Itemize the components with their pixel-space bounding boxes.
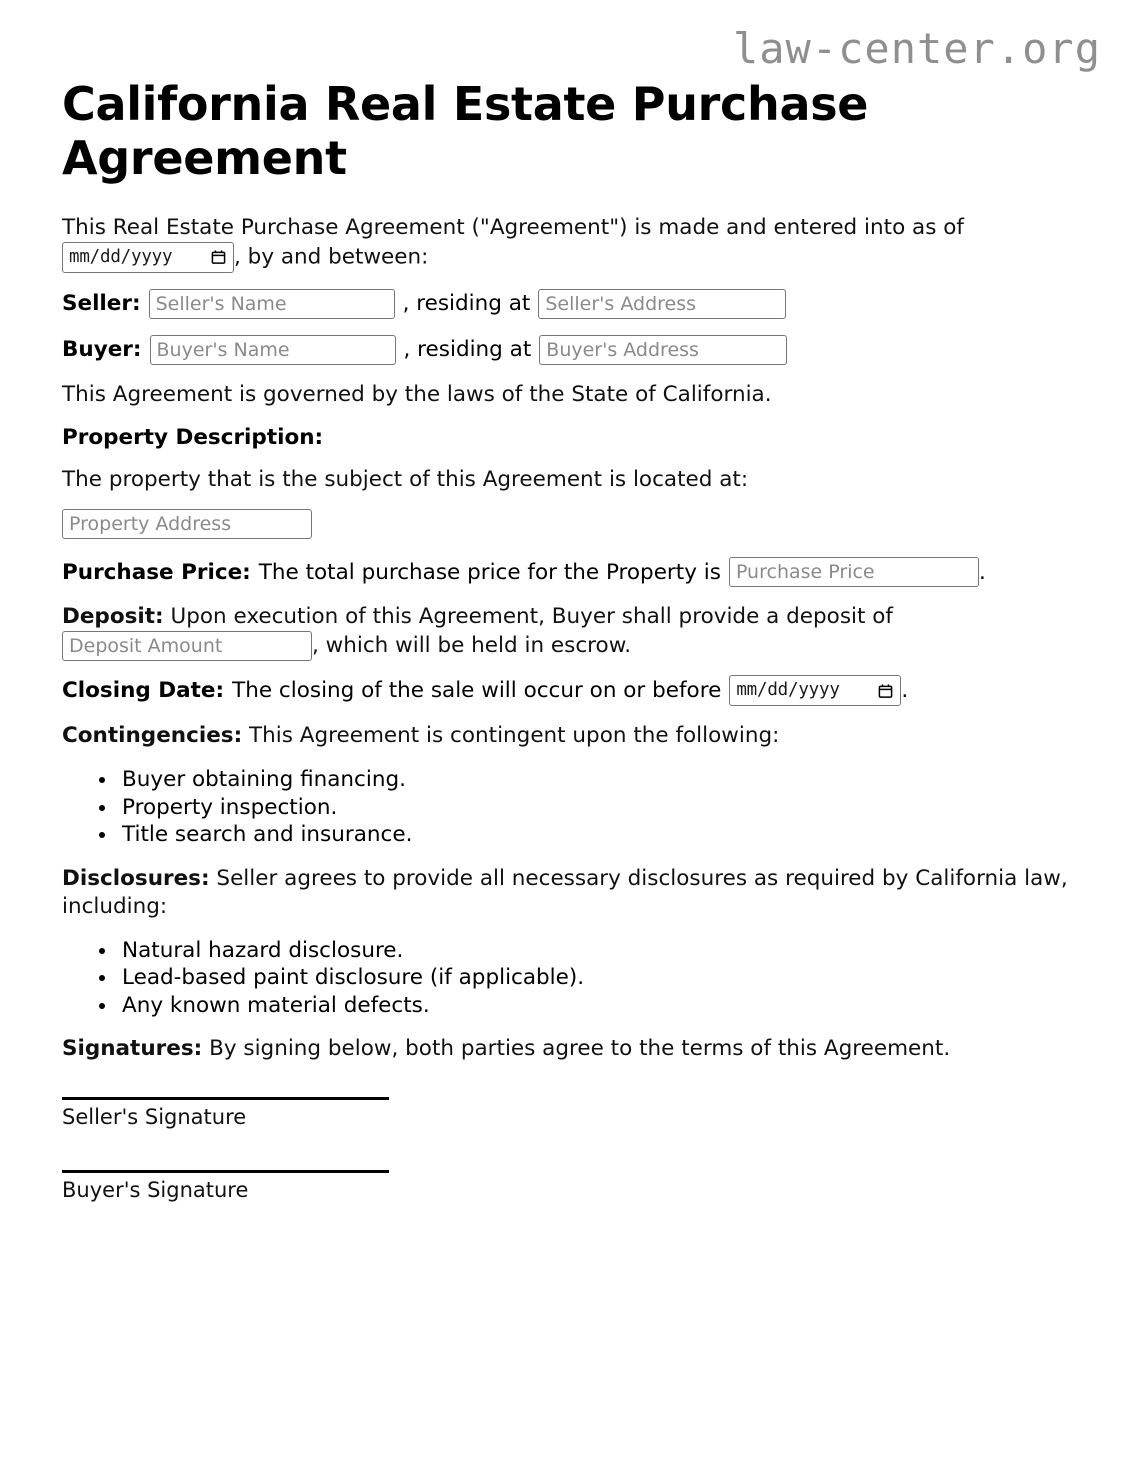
deposit-paragraph — [62, 603, 1072, 661]
buyer-signature-line[interactable] — [62, 1170, 389, 1173]
contingencies-label: Contingencies: — [62, 723, 243, 749]
buyer-name-input[interactable] — [150, 335, 396, 365]
agreement-date-display: mm/dd/yyyy — [69, 246, 173, 267]
disclosures-label: Disclosures: — [62, 865, 210, 891]
property-address-row — [62, 509, 1072, 539]
document-body — [62, 78, 1072, 1204]
list-item: • Lead-based paint disclosure (if applicable). — [118, 964, 1072, 992]
list-item: • Any known material defects. — [118, 992, 1072, 1020]
disclosures-text: Seller agrees to provide all necessary disclosures as required by California law, including: — [62, 865, 1068, 919]
seller-row — [62, 289, 1072, 319]
page-title: California Real Estate Purchase Agreement — [62, 77, 869, 185]
buyer-label: Buyer: — [62, 337, 142, 363]
signatures-label: Signatures: — [62, 1036, 203, 1062]
seller-signature-block — [62, 1097, 1072, 1130]
deposit-label: Deposit: — [62, 604, 164, 630]
deposit-text: Upon execution of this Agreement, Buyer shall provide a deposit of — [163, 604, 893, 630]
buyer-row — [62, 335, 1072, 365]
deposit-trailing-text: , which will be held in escrow. — [312, 633, 632, 659]
intro-text-before-date: This Real Estate Purchase Agreement ("Agreement") is made and entered into as of — [62, 214, 964, 240]
calendar-icon[interactable] — [878, 683, 893, 699]
contingencies-paragraph — [62, 722, 1072, 750]
purchase-price-period: . — [978, 559, 986, 585]
disclosures-paragraph — [62, 865, 1072, 921]
buyer-signature-label: Buyer's Signature — [62, 1178, 249, 1203]
purchase-price-label: Purchase Price: — [62, 559, 251, 585]
seller-residing-text: , residing at — [402, 291, 531, 317]
property-address-input[interactable] — [62, 509, 312, 539]
intro-paragraph — [62, 214, 1072, 273]
buyer-address-input[interactable] — [539, 335, 787, 365]
contingencies-list — [62, 766, 1072, 849]
list-item: • Buyer obtaining financing. — [118, 766, 1072, 794]
calendar-icon[interactable] — [211, 249, 226, 265]
purchase-price-input[interactable] — [729, 557, 979, 587]
seller-signature-label: Seller's Signature — [62, 1105, 247, 1130]
contingencies-text: This Agreement is contingent upon the following: — [242, 723, 780, 749]
signatures-paragraph — [62, 1035, 1072, 1063]
list-item: • Title search and insurance. — [118, 821, 1072, 849]
property-description-text: The property that is the subject of this Agreement is located at: — [62, 466, 749, 492]
closing-date-period: . — [901, 678, 909, 704]
governing-law-paragraph: This Agreement is governed by the laws of the State of California. — [62, 381, 772, 407]
seller-name-input[interactable] — [149, 289, 395, 319]
seller-signature-line[interactable] — [62, 1097, 389, 1100]
agreement-date-input[interactable] — [62, 242, 234, 273]
deposit-amount-input[interactable] — [62, 631, 312, 661]
purchase-price-text: The total purchase price for the Property is — [258, 559, 721, 585]
purchase-price-row — [62, 557, 1072, 587]
closing-date-row — [62, 675, 1072, 706]
seller-address-input[interactable] — [538, 289, 786, 319]
disclosures-list — [62, 937, 1072, 1020]
closing-date-label: Closing Date: — [62, 678, 225, 704]
property-description-heading: Property Description: — [62, 424, 324, 450]
closing-date-display: mm/dd/yyyy — [736, 680, 840, 701]
list-item: • Natural hazard disclosure. — [118, 937, 1072, 965]
list-item: • Property inspection. — [118, 794, 1072, 822]
intro-text-after-date: , by and between: — [234, 244, 429, 270]
site-watermark: law-center.org — [732, 24, 1101, 73]
signatures-text: By signing below, both parties agree to the terms of this Agreement. — [202, 1036, 951, 1062]
closing-date-text: The closing of the sale will occur on or before — [232, 678, 722, 704]
buyer-residing-text: , residing at — [403, 337, 532, 363]
closing-date-input[interactable] — [729, 675, 901, 706]
seller-label: Seller: — [62, 291, 141, 317]
buyer-signature-block — [62, 1170, 1072, 1203]
